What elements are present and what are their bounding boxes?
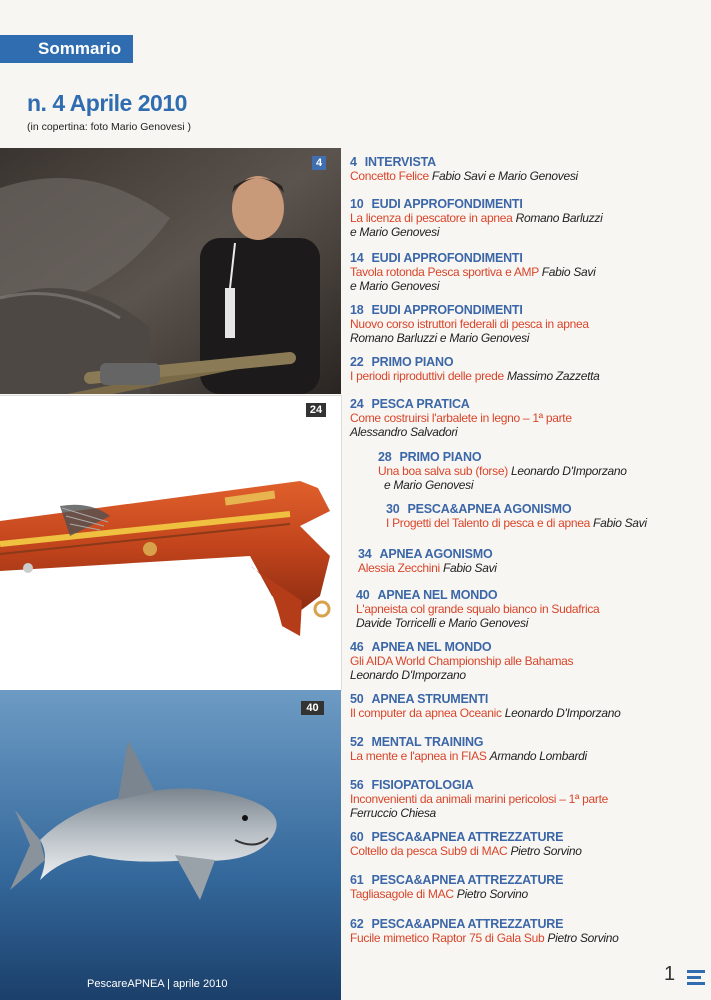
toc-entry[interactable]: 24 PESCA PRATICA Come costruirsi l'arbalete in legno – 1ª parte Alessandro Salvadori — [350, 397, 572, 439]
page-badge-24: 24 — [306, 403, 326, 417]
toc-entry[interactable]: 52 MENTAL TRAINING La mente e l'apnea in FIAS Armando Lombardi — [350, 735, 587, 763]
toc-entry[interactable]: 4 INTERVISTA Concetto Felice Fabio Savi e Mario Genovesi — [350, 155, 578, 183]
issue-title: n. 4 Aprile 2010 — [27, 90, 187, 116]
toc-entry[interactable]: 61 PESCA&APNEA ATTREZZATURE Tagliasagole di MAC Pietro Sorvino — [350, 873, 564, 901]
toc-entry[interactable]: 18 EUDI APPROFONDIMENTI Nuovo corso istruttori federali di pesca in apnea Romano Barluzzi e Mario Genovesi — [350, 303, 589, 345]
toc-entry[interactable]: 28 PRIMO PIANO Una boa salva sub (forse) Leonardo D'Imporzano e Mario Genovesi — [378, 450, 627, 492]
toc-entry[interactable]: 62 PESCA&APNEA ATTREZZATURE Fucile mimetico Raptor 75 di Gala Sub Pietro Sorvino — [350, 917, 619, 945]
toc-entry[interactable]: 56 FISIOPATOLOGIA Inconvenienti da animali marini pericolosi – 1ª parte Ferruccio Chiesa — [350, 778, 609, 820]
diver-with-speargun-photo — [0, 148, 341, 394]
toc-entry[interactable]: 30 PESCA&APNEA AGONISMO I Progetti del Talento di pesca e di apnea Fabio Savi — [386, 502, 647, 530]
section-label: Sommario — [38, 39, 122, 58]
wooden-speargun-photo — [0, 395, 342, 691]
toc-entry[interactable]: 46 APNEA NEL MONDO Gli AIDA World Championship alle Bahamas Leonardo D'Imporzano — [350, 640, 574, 682]
great-white-shark-photo — [0, 690, 341, 1000]
page-number: 1 — [664, 963, 676, 985]
cover-credit: (in copertina: foto Mario Genovesi ) — [27, 121, 191, 133]
page-badge-4: 4 — [312, 156, 326, 170]
toc-entry[interactable]: 60 PESCA&APNEA ATTREZZATURE Coltello da pesca Sub9 di MAC Pietro Sorvino — [350, 830, 582, 858]
toc-entry[interactable]: 40 APNEA NEL MONDO L'apneista col grande squalo bianco in Sudafrica Davide Torricelli e Mario Genovesi — [356, 588, 600, 630]
toc-entry[interactable]: 10 EUDI APPROFONDIMENTI La licenza di pescatore in apnea Romano Barluzzi e Mario Genovesi — [350, 197, 603, 239]
toc-entry[interactable]: 50 APNEA STRUMENTI Il computer da apnea Oceanic Leonardo D'Imporzano — [350, 692, 621, 720]
page-marker-icon — [687, 970, 705, 988]
magazine-footer: PescareAPNEA | aprile 2010 — [87, 978, 228, 990]
toc-entry[interactable]: 14 EUDI APPROFONDIMENTI Tavola rotonda Pesca sportiva e AMP Fabio Savi e Mario Genovesi — [350, 251, 596, 293]
page-badge-40: 40 — [301, 701, 324, 715]
toc-entry[interactable]: 22 PRIMO PIANO I periodi riproduttivi delle prede Massimo Zazzetta — [350, 355, 600, 383]
toc-entry[interactable]: 34 APNEA AGONISMO Alessia Zecchini Fabio Savi — [358, 547, 497, 575]
